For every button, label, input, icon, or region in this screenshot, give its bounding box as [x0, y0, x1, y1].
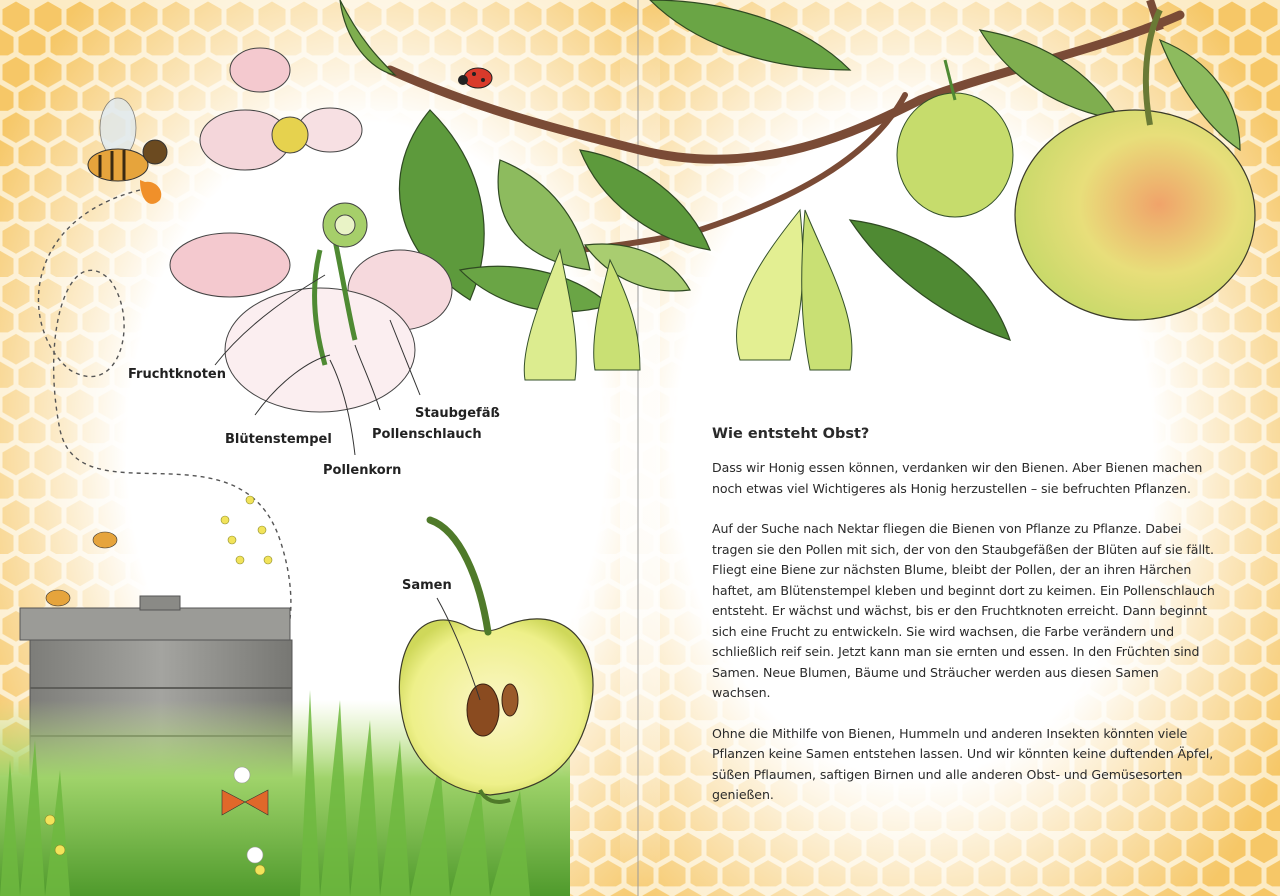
- article-paragraph: Ohne die Mithilfe von Bienen, Hummeln und anderen Insekten könnten viele Pflanzen keine Samen entstehen lassen. Und wir könnten keine duftenden Äpfel, süßen Pflaumen, saftigen Birnen und alle anderen Obst- und Gemüsesorten genießen.: [712, 725, 1214, 802]
- label-bluetenstempel: Blütenstempel: [225, 432, 332, 447]
- article: [712, 426, 1216, 826]
- label-fruchtknoten: Fruchtknoten: [128, 367, 227, 382]
- article-paragraph: Auf der Suche nach Nektar fliegen die Bienen von Pflanze zu Pflanze. Dabei tragen sie den Pollen mit sich, der von den Staubgefäßen der Blüten auf sie fällt. Fliegt eine Biene zur nächsten Blume, bleibt der Pollen, der an ihren Härchen haftet, am Blütenstempel kleben und beginnt dort zu keimen. Ein Pollenschlauch entsteht. Er wächst und wächst, bis er den Fruchtknoten erreicht. Dann beginnt sich eine Frucht zu entwickeln. Sie wird wachsen, die Farbe verändern und schließlich reif sein. Jetzt kann man sie ernten und essen. In den Früchten sind Samen. Neue Blumen, Bäume und Sträucher werden aus diesen Samen wachsen.: [712, 521, 1215, 700]
- article-heading: Wie entsteht Obst?: [712, 426, 870, 442]
- label-pollenkorn: Pollenkorn: [323, 463, 402, 478]
- article-paragraph: Dass wir Honig essen können, verdanken wir den Bienen. Aber Bienen machen noch etwas viel Wichtigeres als Honig herzustellen – sie befruchten Pflanzen.: [712, 460, 1203, 496]
- label-pollenschlauch: Pollenschlauch: [372, 427, 482, 442]
- label-staubgefaess: Staubgefäß: [415, 406, 500, 421]
- label-samen: Samen: [402, 578, 452, 593]
